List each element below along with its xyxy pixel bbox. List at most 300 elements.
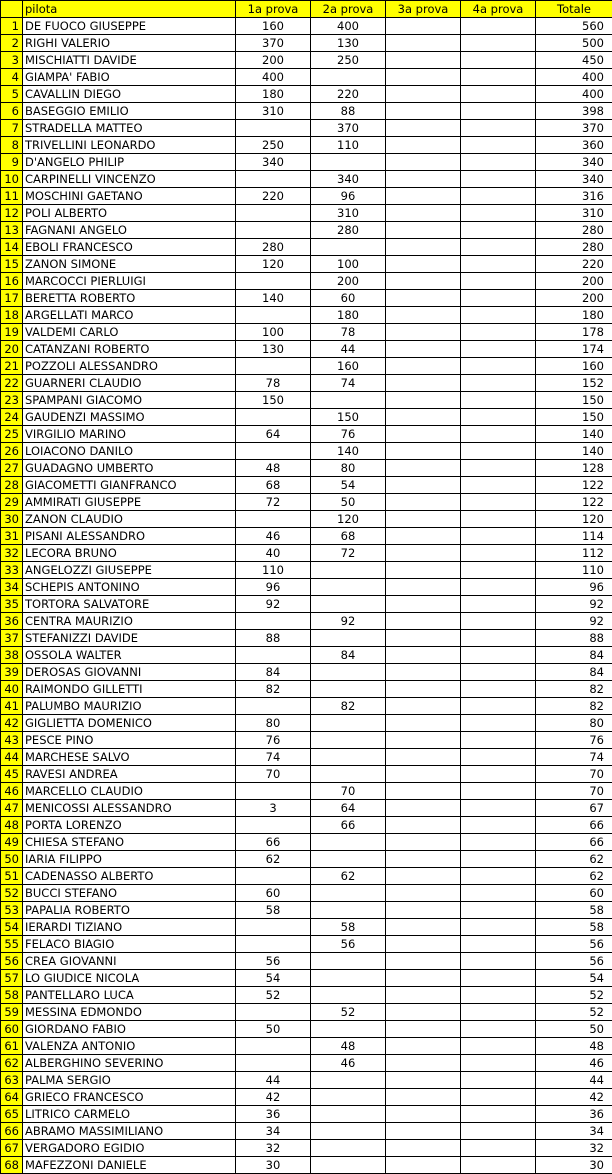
prova-1-cell: 180 bbox=[236, 86, 311, 103]
prova-3-cell bbox=[386, 1140, 461, 1157]
prova-1-cell bbox=[236, 120, 311, 137]
position-cell: 46 bbox=[1, 783, 23, 800]
table-row bbox=[1, 222, 612, 239]
table-row bbox=[1, 545, 612, 562]
prova-2-cell bbox=[311, 630, 386, 647]
table-row bbox=[1, 732, 612, 749]
header-pilota: pilota bbox=[23, 1, 236, 18]
table-row bbox=[1, 409, 612, 426]
prova-1-cell: 96 bbox=[236, 579, 311, 596]
prova-3-cell bbox=[386, 341, 461, 358]
prova-1-cell bbox=[236, 817, 311, 834]
position-cell: 28 bbox=[1, 477, 23, 494]
table-row bbox=[1, 341, 612, 358]
prova-3-cell bbox=[386, 1157, 461, 1174]
totale-cell: 36 bbox=[536, 1106, 612, 1123]
prova-1-cell: 34 bbox=[236, 1123, 311, 1140]
table-row bbox=[1, 681, 612, 698]
prova-1-cell bbox=[236, 1004, 311, 1021]
prova-2-cell bbox=[311, 834, 386, 851]
table-row bbox=[1, 1055, 612, 1072]
pilota-cell: ARGELLATI MARCO bbox=[23, 307, 236, 324]
prova-2-cell bbox=[311, 392, 386, 409]
prova-4-cell bbox=[461, 579, 536, 596]
prova-3-cell bbox=[386, 154, 461, 171]
totale-cell: 67 bbox=[536, 800, 612, 817]
table-row bbox=[1, 69, 612, 86]
table-row bbox=[1, 1072, 612, 1089]
prova-3-cell bbox=[386, 545, 461, 562]
prova-2-cell bbox=[311, 1089, 386, 1106]
position-cell: 42 bbox=[1, 715, 23, 732]
prova-2-cell bbox=[311, 681, 386, 698]
prova-4-cell bbox=[461, 375, 536, 392]
prova-4-cell bbox=[461, 647, 536, 664]
prova-4-cell bbox=[461, 1055, 536, 1072]
pilota-cell: PISANI ALESSANDRO bbox=[23, 528, 236, 545]
prova-3-cell bbox=[386, 970, 461, 987]
prova-2-cell: 130 bbox=[311, 35, 386, 52]
totale-cell: 82 bbox=[536, 698, 612, 715]
table-row bbox=[1, 868, 612, 885]
prova-3-cell bbox=[386, 528, 461, 545]
prova-1-cell: 60 bbox=[236, 885, 311, 902]
table-row bbox=[1, 970, 612, 987]
pilota-cell: MARCELLO CLAUDIO bbox=[23, 783, 236, 800]
position-cell: 60 bbox=[1, 1021, 23, 1038]
prova-1-cell: 66 bbox=[236, 834, 311, 851]
totale-cell: 70 bbox=[536, 783, 612, 800]
prova-2-cell: 370 bbox=[311, 120, 386, 137]
table-row bbox=[1, 562, 612, 579]
prova-4-cell bbox=[461, 222, 536, 239]
prova-4-cell bbox=[461, 732, 536, 749]
position-cell: 55 bbox=[1, 936, 23, 953]
prova-2-cell: 82 bbox=[311, 698, 386, 715]
table-row bbox=[1, 290, 612, 307]
prova-1-cell: 3 bbox=[236, 800, 311, 817]
table-row bbox=[1, 817, 612, 834]
prova-4-cell bbox=[461, 273, 536, 290]
position-cell: 21 bbox=[1, 358, 23, 375]
pilota-cell: PAPALIA ROBERTO bbox=[23, 902, 236, 919]
prova-1-cell: 340 bbox=[236, 154, 311, 171]
prova-1-cell: 78 bbox=[236, 375, 311, 392]
prova-4-cell bbox=[461, 681, 536, 698]
table-row bbox=[1, 103, 612, 120]
position-cell: 33 bbox=[1, 562, 23, 579]
prova-2-cell bbox=[311, 69, 386, 86]
position-cell: 49 bbox=[1, 834, 23, 851]
pilota-cell: VALDEMI CARLO bbox=[23, 324, 236, 341]
totale-cell: 60 bbox=[536, 885, 612, 902]
header-row bbox=[1, 1, 612, 18]
totale-cell: 76 bbox=[536, 732, 612, 749]
position-cell: 59 bbox=[1, 1004, 23, 1021]
prova-1-cell: 32 bbox=[236, 1140, 311, 1157]
prova-3-cell bbox=[386, 69, 461, 86]
prova-2-cell: 64 bbox=[311, 800, 386, 817]
prova-4-cell bbox=[461, 851, 536, 868]
prova-4-cell bbox=[461, 936, 536, 953]
pilota-cell: VALENZA ANTONIO bbox=[23, 1038, 236, 1055]
prova-4-cell bbox=[461, 1072, 536, 1089]
prova-3-cell bbox=[386, 409, 461, 426]
prova-2-cell: 72 bbox=[311, 545, 386, 562]
prova-2-cell: 62 bbox=[311, 868, 386, 885]
position-cell: 56 bbox=[1, 953, 23, 970]
table-row bbox=[1, 851, 612, 868]
prova-3-cell bbox=[386, 137, 461, 154]
totale-cell: 450 bbox=[536, 52, 612, 69]
pilota-cell: ALBERGHINO SEVERINO bbox=[23, 1055, 236, 1072]
prova-2-cell: 150 bbox=[311, 409, 386, 426]
prova-4-cell bbox=[461, 1038, 536, 1055]
prova-3-cell bbox=[386, 35, 461, 52]
position-cell: 38 bbox=[1, 647, 23, 664]
table-row bbox=[1, 630, 612, 647]
totale-cell: 152 bbox=[536, 375, 612, 392]
totale-cell: 400 bbox=[536, 69, 612, 86]
prova-2-cell: 250 bbox=[311, 52, 386, 69]
position-cell: 17 bbox=[1, 290, 23, 307]
pilota-cell: GAUDENZI MASSIMO bbox=[23, 409, 236, 426]
position-cell: 11 bbox=[1, 188, 23, 205]
prova-3-cell bbox=[386, 120, 461, 137]
position-cell: 27 bbox=[1, 460, 23, 477]
pilota-cell: MARCOCCI PIERLUIGI bbox=[23, 273, 236, 290]
prova-4-cell bbox=[461, 18, 536, 35]
pilota-cell: D'ANGELO PHILIP bbox=[23, 154, 236, 171]
pilota-cell: ZANON CLAUDIO bbox=[23, 511, 236, 528]
table-row bbox=[1, 358, 612, 375]
totale-cell: 32 bbox=[536, 1140, 612, 1157]
prova-1-cell bbox=[236, 511, 311, 528]
prova-2-cell: 68 bbox=[311, 528, 386, 545]
prova-1-cell: 40 bbox=[236, 545, 311, 562]
prova-1-cell: 200 bbox=[236, 52, 311, 69]
pilota-cell: ANGELOZZI GIUSEPPE bbox=[23, 562, 236, 579]
pilota-cell: GRIECO FRANCESCO bbox=[23, 1089, 236, 1106]
totale-cell: 44 bbox=[536, 1072, 612, 1089]
pilota-cell: VERGADORO EGIDIO bbox=[23, 1140, 236, 1157]
totale-cell: 82 bbox=[536, 681, 612, 698]
position-cell: 30 bbox=[1, 511, 23, 528]
prova-2-cell: 44 bbox=[311, 341, 386, 358]
prova-3-cell bbox=[386, 749, 461, 766]
position-cell: 39 bbox=[1, 664, 23, 681]
pilota-cell: SPAMPANI GIACOMO bbox=[23, 392, 236, 409]
totale-cell: 180 bbox=[536, 307, 612, 324]
table-row bbox=[1, 188, 612, 205]
prova-4-cell bbox=[461, 613, 536, 630]
prova-4-cell bbox=[461, 1089, 536, 1106]
position-cell: 68 bbox=[1, 1157, 23, 1174]
prova-1-cell bbox=[236, 698, 311, 715]
position-cell: 45 bbox=[1, 766, 23, 783]
prova-4-cell bbox=[461, 630, 536, 647]
prova-4-cell bbox=[461, 528, 536, 545]
position-cell: 1 bbox=[1, 18, 23, 35]
table-row bbox=[1, 1021, 612, 1038]
position-cell: 64 bbox=[1, 1089, 23, 1106]
position-cell: 65 bbox=[1, 1106, 23, 1123]
totale-cell: 500 bbox=[536, 35, 612, 52]
prova-4-cell bbox=[461, 545, 536, 562]
prova-4-cell bbox=[461, 120, 536, 137]
prova-2-cell bbox=[311, 885, 386, 902]
prova-4-cell bbox=[461, 1140, 536, 1157]
pilota-cell: FAGNANI ANGELO bbox=[23, 222, 236, 239]
table-row bbox=[1, 1089, 612, 1106]
position-cell: 18 bbox=[1, 307, 23, 324]
prova-4-cell bbox=[461, 426, 536, 443]
prova-2-cell bbox=[311, 596, 386, 613]
pilota-cell: RAIMONDO GILLETTI bbox=[23, 681, 236, 698]
prova-3-cell bbox=[386, 1004, 461, 1021]
prova-3-cell bbox=[386, 18, 461, 35]
prova-2-cell: 340 bbox=[311, 171, 386, 188]
prova-1-cell bbox=[236, 919, 311, 936]
table-row bbox=[1, 613, 612, 630]
pilota-cell: GIGLIETTA DOMENICO bbox=[23, 715, 236, 732]
prova-3-cell bbox=[386, 171, 461, 188]
prova-1-cell: 92 bbox=[236, 596, 311, 613]
prova-4-cell bbox=[461, 443, 536, 460]
prova-4-cell bbox=[461, 239, 536, 256]
prova-3-cell bbox=[386, 494, 461, 511]
prova-2-cell: 280 bbox=[311, 222, 386, 239]
prova-1-cell bbox=[236, 783, 311, 800]
prova-1-cell: 30 bbox=[236, 1157, 311, 1174]
totale-cell: 280 bbox=[536, 239, 612, 256]
prova-2-cell: 310 bbox=[311, 205, 386, 222]
prova-2-cell: 96 bbox=[311, 188, 386, 205]
position-cell: 34 bbox=[1, 579, 23, 596]
totale-cell: 66 bbox=[536, 817, 612, 834]
table-row bbox=[1, 953, 612, 970]
prova-4-cell bbox=[461, 715, 536, 732]
position-cell: 19 bbox=[1, 324, 23, 341]
prova-4-cell bbox=[461, 103, 536, 120]
table-row bbox=[1, 596, 612, 613]
prova-3-cell bbox=[386, 392, 461, 409]
prova-1-cell: 56 bbox=[236, 953, 311, 970]
position-cell: 31 bbox=[1, 528, 23, 545]
prova-2-cell: 120 bbox=[311, 511, 386, 528]
prova-4-cell bbox=[461, 494, 536, 511]
totale-cell: 112 bbox=[536, 545, 612, 562]
prova-1-cell: 250 bbox=[236, 137, 311, 154]
prova-2-cell: 160 bbox=[311, 358, 386, 375]
prova-2-cell: 140 bbox=[311, 443, 386, 460]
totale-cell: 400 bbox=[536, 86, 612, 103]
prova-3-cell bbox=[386, 800, 461, 817]
pilota-cell: GUADAGNO UMBERTO bbox=[23, 460, 236, 477]
totale-cell: 120 bbox=[536, 511, 612, 528]
prova-2-cell: 84 bbox=[311, 647, 386, 664]
totale-cell: 30 bbox=[536, 1157, 612, 1174]
prova-1-cell: 72 bbox=[236, 494, 311, 511]
prova-3-cell bbox=[386, 1038, 461, 1055]
position-cell: 58 bbox=[1, 987, 23, 1004]
pilota-cell: STEFANIZZI DAVIDE bbox=[23, 630, 236, 647]
prova-3-cell bbox=[386, 783, 461, 800]
prova-2-cell bbox=[311, 851, 386, 868]
pilota-cell: EBOLI FRANCESCO bbox=[23, 239, 236, 256]
position-cell: 14 bbox=[1, 239, 23, 256]
pilota-cell: CATANZANI ROBERTO bbox=[23, 341, 236, 358]
prova-4-cell bbox=[461, 1157, 536, 1174]
pilota-cell: LOIACONO DANILO bbox=[23, 443, 236, 460]
position-cell: 44 bbox=[1, 749, 23, 766]
pilota-cell: CREA GIOVANNI bbox=[23, 953, 236, 970]
table-row bbox=[1, 477, 612, 494]
prova-1-cell: 48 bbox=[236, 460, 311, 477]
prova-1-cell: 370 bbox=[236, 35, 311, 52]
position-cell: 67 bbox=[1, 1140, 23, 1157]
table-row bbox=[1, 1140, 612, 1157]
prova-2-cell: 200 bbox=[311, 273, 386, 290]
prova-4-cell bbox=[461, 307, 536, 324]
prova-3-cell bbox=[386, 86, 461, 103]
table-row bbox=[1, 1106, 612, 1123]
pilota-cell: BASEGGIO EMILIO bbox=[23, 103, 236, 120]
table-row bbox=[1, 885, 612, 902]
table-row bbox=[1, 1004, 612, 1021]
prova-4-cell bbox=[461, 596, 536, 613]
prova-1-cell bbox=[236, 358, 311, 375]
totale-cell: 56 bbox=[536, 936, 612, 953]
prova-2-cell: 78 bbox=[311, 324, 386, 341]
table-row bbox=[1, 749, 612, 766]
prova-4-cell bbox=[461, 341, 536, 358]
prova-1-cell bbox=[236, 443, 311, 460]
pilota-cell: MAFEZZONI DANIELE bbox=[23, 1157, 236, 1174]
table-row bbox=[1, 766, 612, 783]
prova-3-cell bbox=[386, 188, 461, 205]
prova-1-cell: 310 bbox=[236, 103, 311, 120]
prova-4-cell bbox=[461, 460, 536, 477]
pilota-cell: MESSINA EDMONDO bbox=[23, 1004, 236, 1021]
pilota-cell: ZANON SIMONE bbox=[23, 256, 236, 273]
prova-3-cell bbox=[386, 698, 461, 715]
table-row bbox=[1, 1123, 612, 1140]
totale-cell: 54 bbox=[536, 970, 612, 987]
table-row bbox=[1, 698, 612, 715]
prova-1-cell: 120 bbox=[236, 256, 311, 273]
prova-3-cell bbox=[386, 681, 461, 698]
prova-3-cell bbox=[386, 851, 461, 868]
totale-cell: 140 bbox=[536, 443, 612, 460]
prova-4-cell bbox=[461, 256, 536, 273]
position-cell: 57 bbox=[1, 970, 23, 987]
totale-cell: 48 bbox=[536, 1038, 612, 1055]
prova-4-cell bbox=[461, 1106, 536, 1123]
header-prova-1: 1a prova bbox=[236, 1, 311, 18]
prova-3-cell bbox=[386, 222, 461, 239]
position-cell: 66 bbox=[1, 1123, 23, 1140]
prova-4-cell bbox=[461, 137, 536, 154]
pilota-cell: CADENASSO ALBERTO bbox=[23, 868, 236, 885]
pilota-cell: MISCHIATTI DAVIDE bbox=[23, 52, 236, 69]
prova-4-cell bbox=[461, 392, 536, 409]
prova-2-cell: 110 bbox=[311, 137, 386, 154]
table-row bbox=[1, 307, 612, 324]
totale-cell: 66 bbox=[536, 834, 612, 851]
prova-2-cell bbox=[311, 987, 386, 1004]
pilota-cell: LITRICO CARMELO bbox=[23, 1106, 236, 1123]
prova-4-cell bbox=[461, 409, 536, 426]
prova-1-cell: 64 bbox=[236, 426, 311, 443]
prova-1-cell bbox=[236, 222, 311, 239]
totale-cell: 84 bbox=[536, 647, 612, 664]
prova-1-cell bbox=[236, 171, 311, 188]
totale-cell: 220 bbox=[536, 256, 612, 273]
prova-2-cell bbox=[311, 1106, 386, 1123]
table-row bbox=[1, 171, 612, 188]
pilota-cell: OSSOLA WALTER bbox=[23, 647, 236, 664]
prova-3-cell bbox=[386, 511, 461, 528]
pilota-cell: STRADELLA MATTEO bbox=[23, 120, 236, 137]
totale-cell: 174 bbox=[536, 341, 612, 358]
prova-3-cell bbox=[386, 1021, 461, 1038]
pilota-cell: RIGHI VALERIO bbox=[23, 35, 236, 52]
position-cell: 3 bbox=[1, 52, 23, 69]
table-row bbox=[1, 715, 612, 732]
prova-2-cell bbox=[311, 1140, 386, 1157]
totale-cell: 560 bbox=[536, 18, 612, 35]
position-cell: 5 bbox=[1, 86, 23, 103]
prova-4-cell bbox=[461, 69, 536, 86]
prova-4-cell bbox=[461, 749, 536, 766]
prova-1-cell: 68 bbox=[236, 477, 311, 494]
totale-cell: 140 bbox=[536, 426, 612, 443]
prova-1-cell bbox=[236, 647, 311, 664]
prova-1-cell bbox=[236, 1055, 311, 1072]
position-cell: 23 bbox=[1, 392, 23, 409]
prova-2-cell: 50 bbox=[311, 494, 386, 511]
pilota-cell: POLI ALBERTO bbox=[23, 205, 236, 222]
prova-2-cell: 48 bbox=[311, 1038, 386, 1055]
prova-1-cell: 160 bbox=[236, 18, 311, 35]
prova-3-cell bbox=[386, 868, 461, 885]
prova-3-cell bbox=[386, 834, 461, 851]
prova-4-cell bbox=[461, 800, 536, 817]
prova-3-cell bbox=[386, 239, 461, 256]
position-cell: 40 bbox=[1, 681, 23, 698]
position-cell: 50 bbox=[1, 851, 23, 868]
position-cell: 8 bbox=[1, 137, 23, 154]
position-cell: 15 bbox=[1, 256, 23, 273]
position-cell: 54 bbox=[1, 919, 23, 936]
pilota-cell: SCHEPIS ANTONINO bbox=[23, 579, 236, 596]
totale-cell: 46 bbox=[536, 1055, 612, 1072]
prova-1-cell: 76 bbox=[236, 732, 311, 749]
prova-3-cell bbox=[386, 817, 461, 834]
prova-4-cell bbox=[461, 987, 536, 1004]
pilota-cell: GIAMPA' FABIO bbox=[23, 69, 236, 86]
prova-2-cell: 220 bbox=[311, 86, 386, 103]
prova-1-cell: 130 bbox=[236, 341, 311, 358]
table-row bbox=[1, 375, 612, 392]
prova-4-cell bbox=[461, 1021, 536, 1038]
position-cell: 41 bbox=[1, 698, 23, 715]
prova-3-cell bbox=[386, 987, 461, 1004]
prova-1-cell: 280 bbox=[236, 239, 311, 256]
prova-3-cell bbox=[386, 953, 461, 970]
position-cell: 47 bbox=[1, 800, 23, 817]
